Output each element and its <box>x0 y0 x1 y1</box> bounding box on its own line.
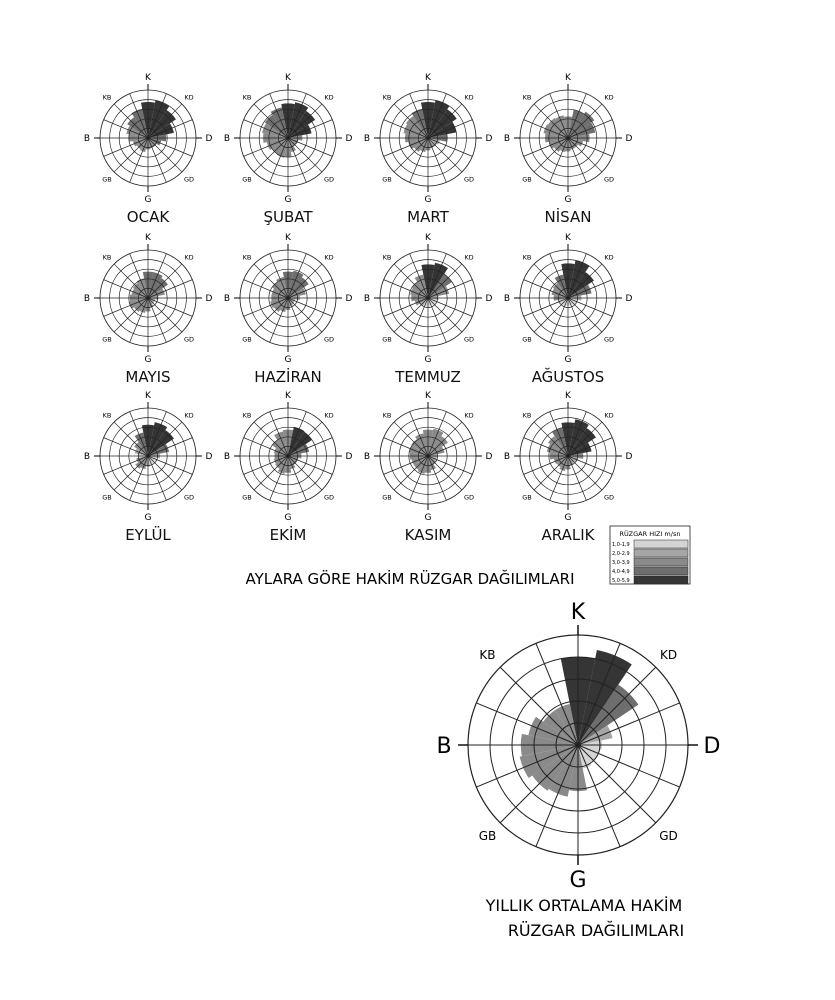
month-rose <box>84 73 213 226</box>
month-label: HAZİRAN <box>254 368 322 386</box>
direction-label-w: B <box>503 294 511 305</box>
month-rose <box>84 391 213 544</box>
rose-spoke <box>148 298 182 332</box>
direction-label-ne: KD <box>464 93 474 102</box>
direction-label-s: G <box>284 513 292 524</box>
rose-spoke <box>534 456 568 490</box>
month-rose <box>364 233 493 386</box>
rose-spoke <box>534 298 568 332</box>
direction-label-sw: GB <box>102 335 112 344</box>
direction-label-sw: GB <box>102 493 112 502</box>
rose-spoke <box>148 456 182 490</box>
direction-label-sw: GB <box>522 335 532 344</box>
direction-label-e: D <box>205 452 213 463</box>
direction-label-ne: KD <box>324 93 334 102</box>
direction-label-n: K <box>565 391 571 402</box>
month-rose <box>504 73 633 226</box>
direction-label-n: K <box>145 391 151 402</box>
direction-label-se: GD <box>603 335 615 344</box>
direction-label-nw: KB <box>382 93 392 102</box>
direction-label-e: D <box>485 134 493 145</box>
month-label: OCAK <box>126 208 170 226</box>
direction-label-w: B <box>503 452 511 463</box>
month-label: ŞUBAT <box>263 208 313 226</box>
direction-label-ne: KD <box>324 411 334 420</box>
direction-label-sw: GB <box>478 828 497 843</box>
month-rose <box>504 391 633 544</box>
rose-spoke <box>428 298 462 332</box>
direction-label-se: GD <box>323 493 335 502</box>
direction-label-ne: KD <box>464 253 474 262</box>
direction-label-nw: KB <box>102 93 112 102</box>
legend-item-label: 5,0-5,9 <box>612 578 630 585</box>
rose-spoke <box>288 456 322 490</box>
legend-item-label: 1,0-1,9 <box>612 542 630 549</box>
wind-speed-legend <box>610 526 690 584</box>
legend-swatch <box>634 549 688 557</box>
direction-label-n: K <box>425 391 431 402</box>
wind-rose <box>84 391 213 523</box>
direction-label-e: D <box>485 452 493 463</box>
direction-label-s: G <box>569 867 587 893</box>
wind-rose <box>84 73 213 205</box>
direction-label-e: D <box>485 294 493 305</box>
rose-spoke <box>568 138 602 172</box>
direction-label-se: GD <box>659 828 678 843</box>
direction-label-sw: GB <box>382 493 392 502</box>
direction-label-se: GD <box>183 335 195 344</box>
direction-label-ne: KD <box>464 411 474 420</box>
direction-label-se: GD <box>603 493 615 502</box>
direction-label-n: K <box>145 233 151 244</box>
direction-label-e: D <box>625 134 633 145</box>
direction-label-nw: KB <box>522 411 532 420</box>
direction-label-ne: KD <box>184 411 194 420</box>
direction-label-n: K <box>425 73 431 84</box>
legend-swatch <box>634 576 688 584</box>
direction-label-se: GD <box>183 175 195 184</box>
direction-label-e: D <box>625 294 633 305</box>
month-label: KASIM <box>404 526 452 544</box>
wind-rose <box>224 73 353 205</box>
direction-label-w: B <box>83 294 91 305</box>
month-label: EYLÜL <box>125 526 171 544</box>
month-label: TEMMUZ <box>395 368 461 386</box>
rose-spoke <box>394 298 428 332</box>
direction-label-e: D <box>345 294 353 305</box>
legend-item-label: 4,0-4,9 <box>612 569 630 576</box>
direction-label-sw: GB <box>242 493 252 502</box>
month-label: EKİM <box>269 526 307 544</box>
rose-spoke <box>114 138 148 172</box>
wind-rose <box>436 600 720 893</box>
direction-label-sw: GB <box>382 335 392 344</box>
legend-swatch <box>634 567 688 575</box>
direction-label-s: G <box>144 195 152 206</box>
direction-label-w: B <box>436 733 452 759</box>
direction-label-sw: GB <box>242 335 252 344</box>
wind-rose <box>504 73 633 205</box>
direction-label-nw: KB <box>102 411 112 420</box>
direction-label-s: G <box>424 513 432 524</box>
rose-spoke <box>114 456 148 490</box>
direction-label-sw: GB <box>102 175 112 184</box>
direction-label-n: K <box>145 73 151 84</box>
month-rose <box>364 391 493 544</box>
direction-label-w: B <box>83 452 91 463</box>
direction-label-sw: GB <box>242 175 252 184</box>
annual-title-line-1: YILLIK ORTALAMA HAKİM <box>485 896 683 915</box>
direction-label-e: D <box>205 294 213 305</box>
direction-label-nw: KB <box>382 253 392 262</box>
direction-label-s: G <box>144 355 152 366</box>
direction-label-w: B <box>223 452 231 463</box>
direction-label-nw: KB <box>479 647 496 662</box>
month-rose <box>84 233 213 386</box>
direction-label-n: K <box>570 599 586 625</box>
direction-label-sw: GB <box>522 493 532 502</box>
wind-rose <box>504 391 633 523</box>
wind-rose <box>504 233 633 365</box>
direction-label-se: GD <box>183 493 195 502</box>
direction-label-sw: GB <box>522 175 532 184</box>
wind-rose <box>84 233 213 365</box>
direction-label-e: D <box>205 134 213 145</box>
direction-label-s: G <box>564 195 572 206</box>
direction-label-se: GD <box>463 335 475 344</box>
direction-label-nw: KB <box>242 253 252 262</box>
direction-label-s: G <box>284 355 292 366</box>
direction-label-se: GD <box>323 335 335 344</box>
direction-label-ne: KD <box>604 253 614 262</box>
direction-label-n: K <box>285 391 291 402</box>
direction-label-e: D <box>625 452 633 463</box>
direction-label-nw: KB <box>242 411 252 420</box>
legend-title: RÜZGAR HIZI m/sn <box>619 530 681 538</box>
direction-label-w: B <box>363 452 371 463</box>
legend-item-label: 2,0-2,9 <box>612 551 630 558</box>
month-label: MART <box>407 208 449 226</box>
direction-label-n: K <box>285 73 291 84</box>
direction-label-w: B <box>363 294 371 305</box>
annual-wind-rose <box>436 600 720 893</box>
direction-label-w: B <box>223 134 231 145</box>
month-rose <box>504 233 633 386</box>
direction-label-ne: KD <box>604 411 614 420</box>
month-label: ARALIK <box>541 526 595 544</box>
direction-label-w: B <box>503 134 511 145</box>
rose-spoke <box>288 298 322 332</box>
direction-label-ne: KD <box>184 253 194 262</box>
direction-label-ne: KD <box>184 93 194 102</box>
wind-rose <box>224 391 353 523</box>
month-label: MAYIS <box>125 368 171 386</box>
direction-label-n: K <box>285 233 291 244</box>
direction-label-nw: KB <box>522 93 532 102</box>
direction-label-ne: KD <box>604 93 614 102</box>
rose-spoke <box>428 138 462 172</box>
direction-label-s: G <box>564 355 572 366</box>
direction-label-ne: KD <box>324 253 334 262</box>
month-rose <box>364 73 493 226</box>
legend-item-label: 3,0-3,9 <box>612 560 630 567</box>
direction-label-e: D <box>703 733 721 759</box>
direction-label-w: B <box>223 294 231 305</box>
direction-label-nw: KB <box>382 411 392 420</box>
direction-label-w: B <box>83 134 91 145</box>
monthly-wind-roses <box>84 73 633 544</box>
direction-label-s: G <box>564 513 572 524</box>
direction-label-se: GD <box>323 175 335 184</box>
month-label: NİSAN <box>544 208 592 226</box>
rose-spoke <box>568 298 602 332</box>
month-rose <box>224 233 353 386</box>
rose-spoke <box>578 745 656 823</box>
wind-rose <box>364 391 493 523</box>
direction-label-n: K <box>425 233 431 244</box>
monthly-section-title: AYLARA GÖRE HAKİM RÜZGAR DAĞILIMLARI <box>245 570 575 588</box>
rose-spoke <box>288 138 322 172</box>
direction-label-s: G <box>284 195 292 206</box>
direction-label-se: GD <box>463 493 475 502</box>
month-rose <box>224 391 353 544</box>
wind-rose <box>364 233 493 365</box>
rose-spoke <box>148 138 182 172</box>
month-label: AĞUSTOS <box>531 368 605 386</box>
wind-rose <box>224 233 353 365</box>
legend-swatch <box>634 558 688 566</box>
direction-label-w: B <box>363 134 371 145</box>
direction-label-s: G <box>424 195 432 206</box>
direction-label-n: K <box>565 233 571 244</box>
wind-rose <box>364 73 493 205</box>
direction-label-se: GD <box>463 175 475 184</box>
direction-label-s: G <box>144 513 152 524</box>
direction-label-e: D <box>345 452 353 463</box>
direction-label-nw: KB <box>242 93 252 102</box>
month-rose <box>224 73 353 226</box>
direction-label-se: GD <box>603 175 615 184</box>
direction-label-s: G <box>424 355 432 366</box>
annual-title-line-2: RÜZGAR DAĞILIMLARI <box>507 921 685 940</box>
rose-spoke <box>568 456 602 490</box>
direction-label-nw: KB <box>522 253 532 262</box>
direction-label-ne: KD <box>659 647 678 662</box>
direction-label-nw: KB <box>102 253 112 262</box>
rose-spoke <box>428 456 462 490</box>
direction-label-n: K <box>565 73 571 84</box>
legend-swatch <box>634 540 688 548</box>
direction-label-sw: GB <box>382 175 392 184</box>
direction-label-e: D <box>345 134 353 145</box>
